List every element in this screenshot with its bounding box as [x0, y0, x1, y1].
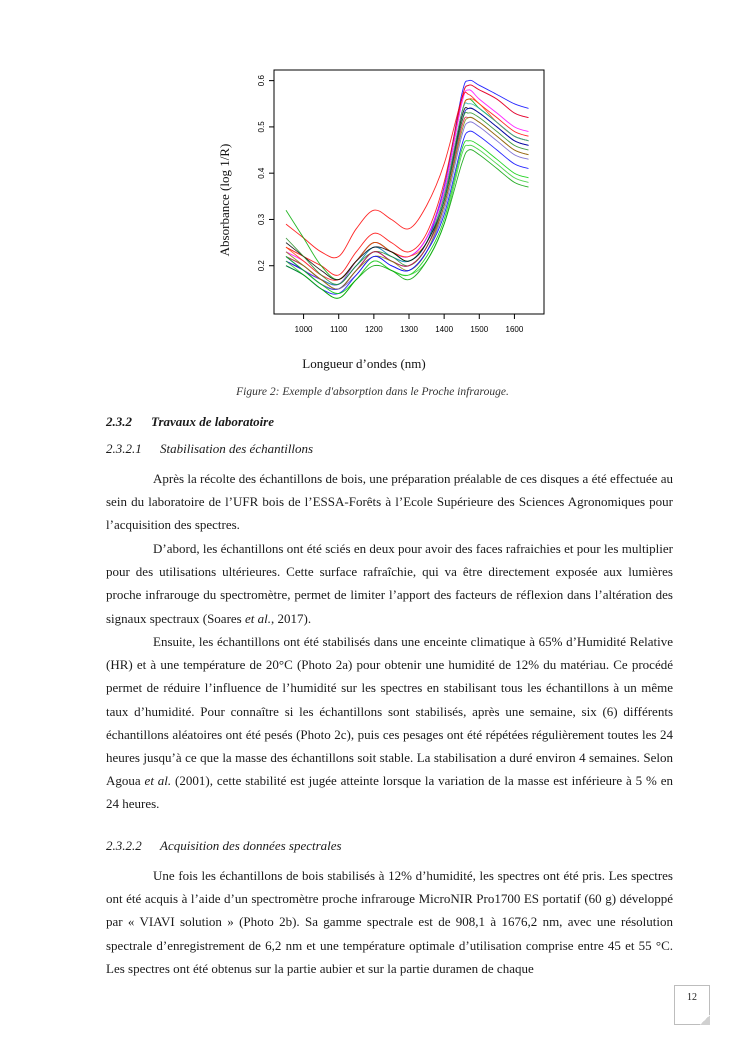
section-title: Travaux de laboratoire [151, 414, 275, 429]
paragraph: D’abord, les échantillons ont été sciés en deux pour avoir des faces rafraichies et pour les multiplier pour des utilisations ultérieures. Cette surface rafraîchie, qui va être directement exposée aux lumières proche infrarouge du spectromètre, permet de limiter l’apport des facteurs de réflexion dans l’altération des signaux spectraux (Soares et al., 2017). [106, 541, 673, 626]
x-tick-label: 1100 [330, 325, 348, 334]
x-tick-label: 1400 [435, 325, 454, 334]
plot-frame [274, 70, 544, 314]
section-heading [106, 414, 274, 430]
spectrum-line-s8 [286, 103, 529, 285]
x-tick-label: 1300 [400, 325, 418, 334]
spectrum-line-s14 [286, 122, 529, 289]
spectrum-line-s10 [286, 108, 529, 290]
absorbance-chart [0, 0, 745, 400]
section-number: 2.3.2 [106, 414, 132, 429]
x-tick-label: 1600 [505, 325, 524, 334]
x-tick-label: 1000 [294, 325, 313, 334]
y-tick-label: 0.5 [257, 121, 266, 133]
paragraph: Ensuite, les échantillons ont été stabilisés dans une enceinte climatique à 65% d’Humidité Relative (HR) et à une température de 20°C (Photo 2a) pour obtenir une humidité de 12% du matériau. Ce procédé permet de réduire l’influence de l’humidité sur les spectres en stabilisant tous les échantillons à un même taux d’humidité. Pour connaître si les échantillons sont stabilisés, après une semaine, six (6) différents échantillons aléatoires ont été pesés (Photo 2c), puis ces pesages ont été répétées régulièrement toutes les 24 heures jusqu’à ce que la masse des échantillons soit stable. La stabilisation a duré environ 4 semaines. Selon Agoua et al. (2001), cette stabilité est jugée atteinte lorsque la variation de la masse est inférieure à 5 % en 24 heures. [106, 634, 673, 812]
y-tick-label: 0.2 [257, 260, 266, 272]
spectrum-line-s12 [286, 117, 529, 289]
y-tick-label: 0.4 [257, 167, 266, 179]
spectrum-line-s7 [286, 99, 529, 281]
subsection-number: 2.3.2.1 [106, 441, 142, 456]
subsection-heading-2 [106, 838, 342, 854]
spectrum-line-s1 [286, 80, 529, 285]
spectrum-line-s2 [286, 85, 529, 285]
spectrum-line-s13 [286, 117, 529, 289]
x-tick-label: 1500 [470, 325, 489, 334]
subsection-title: Stabilisation des échantillons [160, 441, 314, 456]
subsection-heading-1 [106, 441, 313, 457]
paragraph: Une fois les échantillons de bois stabilisés à 12% d’humidité, les spectres ont été pris. Les spectres ont été acquis à l’aide d’un spectromètre proche infrarouge MicroNIR Pro1700 ES portatif (60 g) développé par « VIAVI solution » (Photo 2b). Sa gamme spectrale est de 908,1 à 1676,2 nm, avec une résolution spectrale d’enregistrement de 6,2 nm et une température optimale d’utilisation comprise entre 45 et 55 °C. Les spectres ont été obtenus sur la partie aubier et sur la partie duramen de chaque [106, 868, 673, 976]
paragraph: Après la récolte des échantillons de bois, une préparation préalable de ces disques a été effectuée au sein du laboratoire de l’UFR bois de l’ESSA-Forêts à l’Ecole Supérieure des Sciences Agronomiques pour l’acquisition des spectres. [106, 471, 673, 533]
y-tick-label: 0.6 [257, 75, 266, 87]
y-axis-label: Absorbance (log 1/R) [217, 143, 232, 257]
subsection-title: Acquisition des données spectrales [160, 838, 342, 853]
figure-caption: Figure 2: Exemple d'absorption dans le Proche infrarouge. [236, 386, 509, 398]
x-tick-label: 1200 [364, 325, 383, 334]
y-tick-label: 0.3 [257, 213, 266, 226]
subsection-number: 2.3.2.2 [106, 838, 142, 853]
spectrum-line-s9 [286, 107, 529, 279]
spectrum-line-s11 [286, 112, 529, 284]
page-number: 12 [674, 985, 710, 1025]
x-axis-label: Longueur d’ondes (nm) [302, 356, 426, 371]
